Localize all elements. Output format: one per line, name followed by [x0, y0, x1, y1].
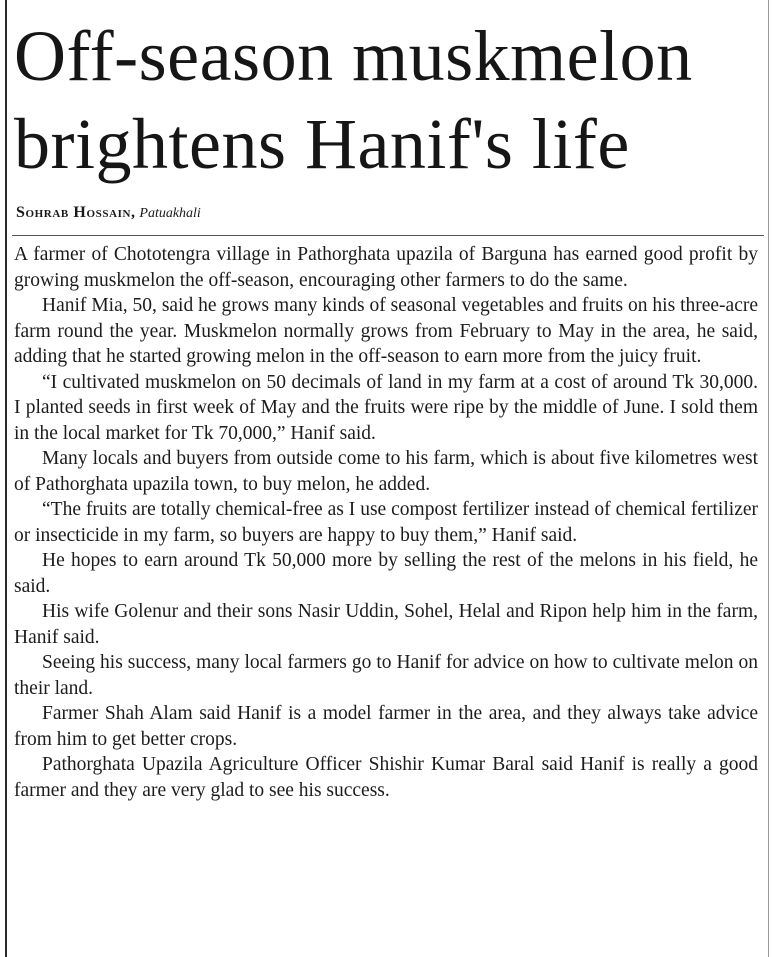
- byline-author: Sohrab Hossain,: [16, 204, 136, 221]
- paragraph: “The fruits are totally chemical-free as I use compost fertilizer instead of chemical fertilizer or insecticide in my farm, so buyers are happy to buy them,” Hanif said.: [14, 499, 758, 546]
- paragraph: Seeing his success, many local farmers go to Hanif for advice on how to cultivate melon on their land.: [14, 652, 758, 699]
- paragraph: His wife Golenur and their sons Nasir Uddin, Sohel, Helal and Ripon help him in the farm, Hanif said.: [14, 601, 758, 648]
- byline-location: Patuakhali: [139, 206, 201, 221]
- paragraph: Pathorghata Upazila Agriculture Officer Shishir Kumar Baral said Hanif is really a good farmer and they are very glad to see his success.: [14, 754, 758, 801]
- headline-line-2: brightens Hanif's life: [14, 104, 630, 184]
- byline: [16, 203, 201, 224]
- byline-divider: [12, 235, 764, 236]
- paragraph: “I cultivated muskmelon on 50 decimals of land in my farm at a cost of around Tk 30,000. I planted seeds in first week of May and the fruits were ripe by the middle of June. I sold them in the local market for Tk 70,000,” Hanif said.: [14, 371, 758, 444]
- headline: [14, 12, 766, 188]
- paragraph: Farmer Shah Alam said Hanif is a model farmer in the area, and they always take advice from him to get better crops.: [14, 703, 758, 750]
- paragraph: He hopes to earn around Tk 50,000 more by selling the rest of the melons in his field, he said.: [14, 550, 758, 597]
- headline-line-1: Off-season muskmelon: [14, 16, 693, 96]
- column-rule-right: [768, 0, 769, 957]
- paragraph: A farmer of Chototengra village in Pathorghata upazila of Barguna has earned good profit by growing muskmelon the off-season, encouraging other farmers to do the same.: [14, 244, 758, 291]
- paragraph: Hanif Mia, 50, said he grows many kinds of seasonal vegetables and fruits on his three-acre farm round the year. Muskmelon normally grows from February to May in the area, he said, adding that he started growing melon in the off-season to earn more from the juicy fruit.: [14, 295, 758, 367]
- column-rule-left: [5, 0, 7, 957]
- article-body: [14, 242, 758, 803]
- paragraph: Many locals and buyers from outside come to his farm, which is about five kilometres west of Pathorghata upazila town, to buy melon, he added.: [14, 448, 758, 495]
